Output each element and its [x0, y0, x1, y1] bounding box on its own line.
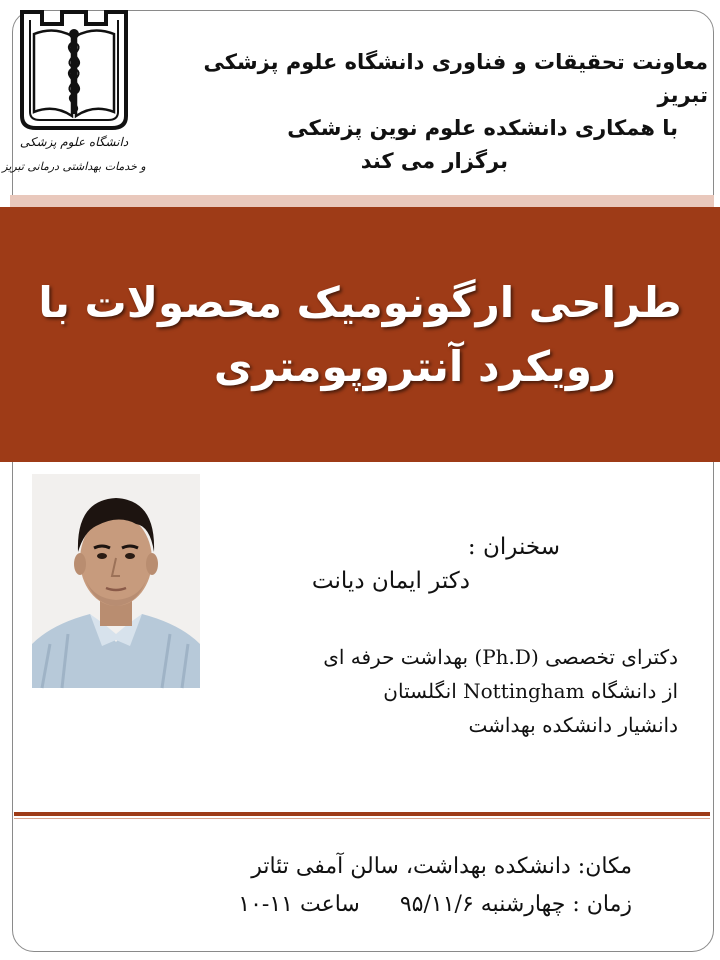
event-title-line-2: رویکرد آنتروپومتری [213, 341, 617, 391]
event-details [72, 848, 632, 924]
event-date: زمان : چهارشنبه ۹۵/۱۱/۶ [399, 892, 632, 917]
header-line-3: برگزار می کند [360, 149, 508, 173]
title-banner [0, 207, 720, 462]
speaker-portrait [32, 474, 200, 688]
logo-arc-text: دانشگاه علوم پزشکی [19, 135, 129, 149]
header-line-1: معاونت تحقیقات و فناوری دانشگاه علوم پزشکی تبریز [203, 50, 708, 107]
logo-bottom-text: و خدمات بهداشتی درمانی تبریز [2, 160, 146, 173]
speaker-bio [198, 640, 678, 742]
section-divider-shadow [14, 818, 710, 819]
event-title-line-1: طراحی ارگونومیک محصولات با [38, 277, 682, 327]
section-divider [14, 812, 710, 816]
event-time: ساعت ۱۱-۱۰ [238, 892, 360, 917]
bio-line-2: از دانشگاه Nottingham انگلستان [383, 679, 678, 703]
organizer-header [148, 46, 708, 178]
university-logo [2, 4, 146, 189]
header-line-2: با همکاری دانشکده علوم نوین پزشکی [287, 116, 678, 140]
speaker-name: دکتر ایمان دیانت [311, 568, 470, 594]
speaker-label: سخنران : [467, 534, 560, 560]
university-emblem-icon [2, 4, 146, 189]
bio-line-1: دکترای تخصصی (Ph.D) بهداشت حرفه ای [323, 645, 678, 669]
event-datetime [72, 886, 632, 924]
accent-band [10, 195, 714, 207]
event-location: مکان: دانشکده بهداشت، سالن آمفی تئاتر [251, 854, 632, 879]
speaker-block [220, 530, 560, 598]
bio-line-3: دانشیار دانشکده بهداشت [468, 713, 678, 737]
